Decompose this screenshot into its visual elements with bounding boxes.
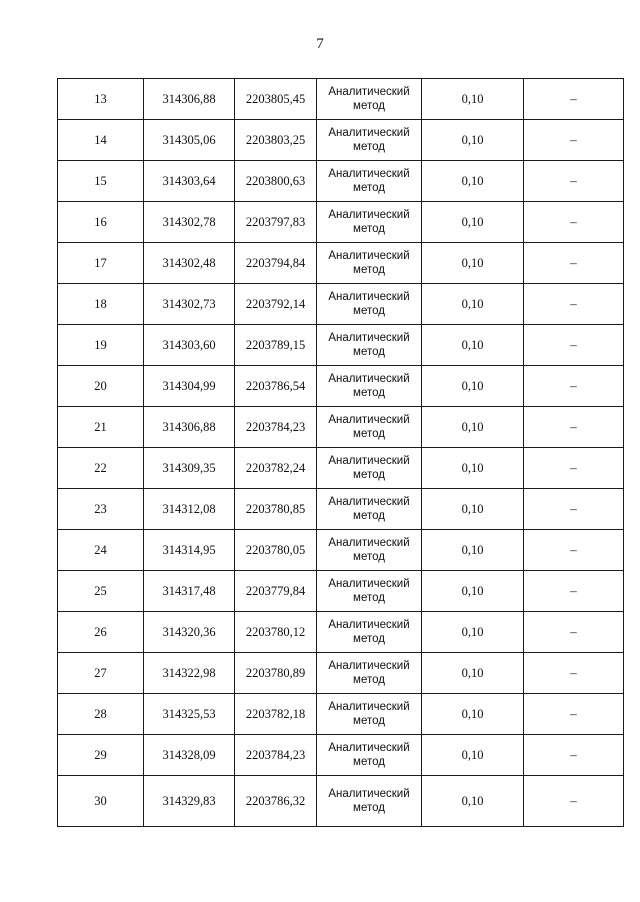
point-number-cell: 29 (58, 735, 144, 776)
method-label-line1: Аналитический (328, 414, 410, 426)
method-label-line1: Аналитический (328, 373, 410, 385)
x-coordinate-cell: 314304,99 (144, 366, 235, 407)
table-row (58, 79, 624, 120)
note-cell: – (524, 612, 624, 653)
y-coordinate-cell: 2203789,15 (235, 325, 317, 366)
accuracy-cell: 0,10 (422, 530, 524, 571)
table-row (58, 284, 624, 325)
x-coordinate-cell: 314325,53 (144, 694, 235, 735)
method-cell (317, 694, 422, 735)
accuracy-cell: 0,10 (422, 735, 524, 776)
point-number-cell: 17 (58, 243, 144, 284)
point-number-cell: 20 (58, 366, 144, 407)
method-label-line2: метод (353, 305, 385, 317)
point-number-cell: 25 (58, 571, 144, 612)
accuracy-cell: 0,10 (422, 612, 524, 653)
note-cell: – (524, 161, 624, 202)
accuracy-cell: 0,10 (422, 571, 524, 612)
note-cell: – (524, 325, 624, 366)
x-coordinate-cell: 314305,06 (144, 120, 235, 161)
method-label-line1: Аналитический (328, 578, 410, 590)
note-cell: – (524, 448, 624, 489)
accuracy-cell: 0,10 (422, 161, 524, 202)
method-cell (317, 79, 422, 120)
method-cell (317, 284, 422, 325)
note-cell: – (524, 79, 624, 120)
x-coordinate-cell: 314314,95 (144, 530, 235, 571)
method-cell (317, 448, 422, 489)
method-label-line1: Аналитический (328, 168, 410, 180)
method-label-line2: метод (353, 510, 385, 522)
method-label-line2: метод (353, 802, 385, 814)
x-coordinate-cell: 314302,48 (144, 243, 235, 284)
accuracy-cell: 0,10 (422, 448, 524, 489)
point-number-cell: 28 (58, 694, 144, 735)
method-label-line2: метод (353, 633, 385, 645)
point-number-cell: 18 (58, 284, 144, 325)
note-cell: – (524, 530, 624, 571)
note-cell: – (524, 407, 624, 448)
accuracy-cell: 0,10 (422, 120, 524, 161)
x-coordinate-cell: 314322,98 (144, 653, 235, 694)
y-coordinate-cell: 2203803,25 (235, 120, 317, 161)
y-coordinate-cell: 2203797,83 (235, 202, 317, 243)
x-coordinate-cell: 314302,78 (144, 202, 235, 243)
method-label-line1: Аналитический (328, 332, 410, 344)
method-label-line2: метод (353, 674, 385, 686)
method-label-line2: метод (353, 264, 385, 276)
note-cell: – (524, 571, 624, 612)
x-coordinate-cell: 314317,48 (144, 571, 235, 612)
y-coordinate-cell: 2203782,18 (235, 694, 317, 735)
point-number-cell: 15 (58, 161, 144, 202)
table-row (58, 653, 624, 694)
table-row (58, 325, 624, 366)
x-coordinate-cell: 314329,83 (144, 776, 235, 827)
table-row (58, 366, 624, 407)
y-coordinate-cell: 2203780,89 (235, 653, 317, 694)
point-number-cell: 24 (58, 530, 144, 571)
x-coordinate-cell: 314302,73 (144, 284, 235, 325)
note-cell: – (524, 735, 624, 776)
method-cell (317, 776, 422, 827)
accuracy-cell: 0,10 (422, 284, 524, 325)
method-label-line2: метод (353, 715, 385, 727)
method-cell (317, 366, 422, 407)
accuracy-cell: 0,10 (422, 202, 524, 243)
method-label-line2: метод (353, 223, 385, 235)
method-label-line1: Аналитический (328, 619, 410, 631)
x-coordinate-cell: 314306,88 (144, 79, 235, 120)
method-label-line2: метод (353, 100, 385, 112)
note-cell: – (524, 489, 624, 530)
method-label-line1: Аналитический (328, 86, 410, 98)
method-label-line1: Аналитический (328, 660, 410, 672)
point-number-cell: 23 (58, 489, 144, 530)
method-cell (317, 120, 422, 161)
accuracy-cell: 0,10 (422, 489, 524, 530)
accuracy-cell: 0,10 (422, 366, 524, 407)
point-number-cell: 13 (58, 79, 144, 120)
table-row (58, 735, 624, 776)
point-number-cell: 27 (58, 653, 144, 694)
table-row (58, 243, 624, 284)
method-label-line2: метод (353, 592, 385, 604)
coordinates-table (57, 78, 624, 827)
accuracy-cell: 0,10 (422, 653, 524, 694)
accuracy-cell: 0,10 (422, 407, 524, 448)
y-coordinate-cell: 2203805,45 (235, 79, 317, 120)
x-coordinate-cell: 314303,64 (144, 161, 235, 202)
x-coordinate-cell: 314328,09 (144, 735, 235, 776)
method-cell (317, 243, 422, 284)
y-coordinate-cell: 2203786,54 (235, 366, 317, 407)
method-cell (317, 612, 422, 653)
table-row (58, 120, 624, 161)
method-label-line2: метод (353, 551, 385, 563)
method-label-line1: Аналитический (328, 788, 410, 800)
note-cell: – (524, 202, 624, 243)
method-cell (317, 202, 422, 243)
method-label-line1: Аналитический (328, 537, 410, 549)
accuracy-cell: 0,10 (422, 79, 524, 120)
method-cell (317, 571, 422, 612)
y-coordinate-cell: 2203782,24 (235, 448, 317, 489)
method-label-line1: Аналитический (328, 496, 410, 508)
method-label-line1: Аналитический (328, 291, 410, 303)
y-coordinate-cell: 2203780,05 (235, 530, 317, 571)
method-label-line2: метод (353, 387, 385, 399)
method-label-line1: Аналитический (328, 127, 410, 139)
method-cell (317, 489, 422, 530)
y-coordinate-cell: 2203779,84 (235, 571, 317, 612)
note-cell: – (524, 120, 624, 161)
y-coordinate-cell: 2203800,63 (235, 161, 317, 202)
y-coordinate-cell: 2203792,14 (235, 284, 317, 325)
page-number: 7 (316, 36, 324, 52)
method-label-line1: Аналитический (328, 701, 410, 713)
x-coordinate-cell: 314320,36 (144, 612, 235, 653)
y-coordinate-cell: 2203780,85 (235, 489, 317, 530)
note-cell: – (524, 366, 624, 407)
y-coordinate-cell: 2203786,32 (235, 776, 317, 827)
x-coordinate-cell: 314303,60 (144, 325, 235, 366)
point-number-cell: 14 (58, 120, 144, 161)
table-row (58, 161, 624, 202)
note-cell: – (524, 653, 624, 694)
point-number-cell: 26 (58, 612, 144, 653)
method-cell (317, 530, 422, 571)
method-label-line2: метод (353, 756, 385, 768)
table-row (58, 776, 624, 827)
point-number-cell: 19 (58, 325, 144, 366)
method-cell (317, 735, 422, 776)
y-coordinate-cell: 2203780,12 (235, 612, 317, 653)
x-coordinate-cell: 314309,35 (144, 448, 235, 489)
point-number-cell: 16 (58, 202, 144, 243)
table-row (58, 571, 624, 612)
method-label-line2: метод (353, 182, 385, 194)
accuracy-cell: 0,10 (422, 694, 524, 735)
note-cell: – (524, 776, 624, 827)
table-row (58, 612, 624, 653)
point-number-cell: 30 (58, 776, 144, 827)
table-row (58, 407, 624, 448)
note-cell: – (524, 243, 624, 284)
y-coordinate-cell: 2203794,84 (235, 243, 317, 284)
x-coordinate-cell: 314312,08 (144, 489, 235, 530)
y-coordinate-cell: 2203784,23 (235, 407, 317, 448)
table-row (58, 448, 624, 489)
method-label-line2: метод (353, 469, 385, 481)
method-cell (317, 161, 422, 202)
method-label-line1: Аналитический (328, 455, 410, 467)
note-cell: – (524, 284, 624, 325)
y-coordinate-cell: 2203784,23 (235, 735, 317, 776)
method-label-line2: метод (353, 428, 385, 440)
coordinates-table-body (58, 79, 624, 827)
method-label-line2: метод (353, 346, 385, 358)
method-label-line1: Аналитический (328, 209, 410, 221)
method-label-line2: метод (353, 141, 385, 153)
table-row (58, 489, 624, 530)
point-number-cell: 22 (58, 448, 144, 489)
point-number-cell: 21 (58, 407, 144, 448)
method-label-line1: Аналитический (328, 742, 410, 754)
table-row (58, 694, 624, 735)
method-label-line1: Аналитический (328, 250, 410, 262)
method-cell (317, 407, 422, 448)
accuracy-cell: 0,10 (422, 243, 524, 284)
note-cell: – (524, 694, 624, 735)
accuracy-cell: 0,10 (422, 776, 524, 827)
x-coordinate-cell: 314306,88 (144, 407, 235, 448)
table-row (58, 530, 624, 571)
method-cell (317, 653, 422, 694)
table-row (58, 202, 624, 243)
method-cell (317, 325, 422, 366)
accuracy-cell: 0,10 (422, 325, 524, 366)
